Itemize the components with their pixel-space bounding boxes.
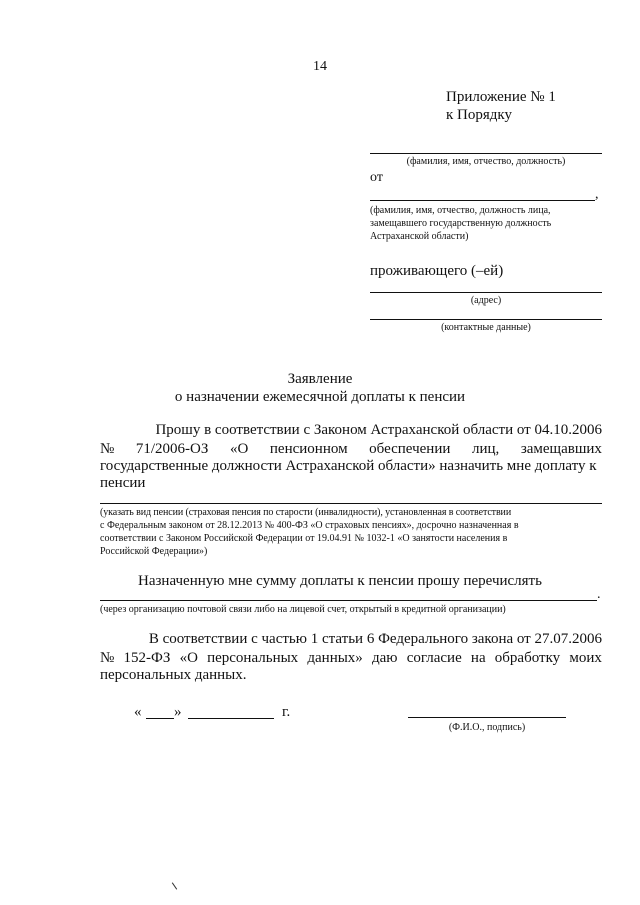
date-month-line [188, 718, 274, 719]
pension-note-line2: с Федеральным законом от 28.12.2013 № 400-ФЗ «О страховых пенсиях», досрочно назначенная в [100, 520, 519, 531]
word: даю [372, 650, 398, 666]
transfer-line [100, 600, 597, 601]
contacts-line [370, 319, 602, 320]
address-caption: (адрес) [470, 295, 502, 306]
consent-line1: В соответствии с частью 1 статьи 6 Федерального закона от 27.07.2006 [148, 631, 602, 647]
word: «О [229, 441, 249, 457]
word: на [470, 650, 486, 666]
recipient-caption: (фамилия, имя, отчество, должность) [406, 156, 566, 167]
sender-comma: , [595, 187, 599, 202]
consent-line2 [100, 649, 602, 667]
sender-name-line [370, 200, 595, 201]
recipient-name-line [370, 153, 602, 154]
paragraph1-line3: государственные должности Астраханской области» назначить мне доплату к [100, 458, 597, 474]
word: № [100, 441, 115, 457]
pension-note-line3: соответствии с Законом Российской Федерации от 19.04.91 № 1032-1 «О занятости населения в [100, 533, 508, 544]
word: согласие [406, 650, 462, 666]
contacts-caption: (контактные данные) [441, 322, 531, 333]
paragraph1-line1: Прошу в соответствии с Законом Астраханской области от 04.10.2006 [155, 422, 602, 438]
pension-note-line1: (указать вид пенсии (страховая пенсия по старости (инвалидности), установленная в соответствии [100, 507, 512, 518]
word: 71/2006-ОЗ [135, 441, 209, 457]
transfer-caption: (через организацию почтовой связи либо на лицевой счет, открытый в кредитной организации) [100, 604, 506, 615]
appendix-number: Приложение № 1 [446, 89, 556, 105]
word: № [100, 650, 115, 666]
date-year-suffix: г. [282, 704, 291, 720]
document-title: Заявление [287, 371, 353, 387]
word: «О [179, 650, 198, 666]
address-line [370, 292, 602, 293]
date-quote-close: » [174, 704, 182, 720]
residing-label: проживающего (–ей) [370, 263, 504, 279]
word: замещавших [520, 441, 602, 457]
paragraph1-line4: пенсии [100, 475, 146, 491]
from-label: от [370, 170, 383, 185]
scan-mark [172, 882, 177, 889]
pension-type-line [100, 503, 602, 504]
paragraph1-line2 [100, 440, 602, 458]
word: 152-ФЗ [123, 650, 171, 666]
word: моих [569, 650, 602, 666]
word: пенсионном [269, 441, 348, 457]
date-day-line [146, 718, 174, 719]
page-number: 14 [313, 59, 327, 74]
consent-line3: персональных данных. [100, 667, 247, 683]
transfer-text: Назначенную мне сумму доплаты к пенсии прошу перечислять [138, 573, 542, 589]
signature-line [408, 717, 566, 718]
word: обеспечении [369, 441, 451, 457]
signature-caption: (Ф.И.О., подпись) [448, 722, 526, 733]
sender-caption-1: (фамилия, имя, отчество, должность лица, [370, 205, 551, 216]
word: данных» [307, 650, 363, 666]
sender-caption-3: Астраханской области) [370, 231, 469, 242]
word: обработку [494, 650, 561, 666]
document-subtitle: о назначении ежемесячной доплаты к пенсии [174, 389, 466, 405]
sender-caption-2: замещавшего государственную должность [370, 218, 552, 229]
word: персональных [207, 650, 299, 666]
date-quote-open: « [134, 704, 142, 720]
appendix-ref: к Порядку [446, 107, 512, 123]
pension-note-line4: Российской Федерации») [100, 546, 208, 557]
word: лиц, [471, 441, 500, 457]
transfer-dot: . [597, 587, 601, 602]
